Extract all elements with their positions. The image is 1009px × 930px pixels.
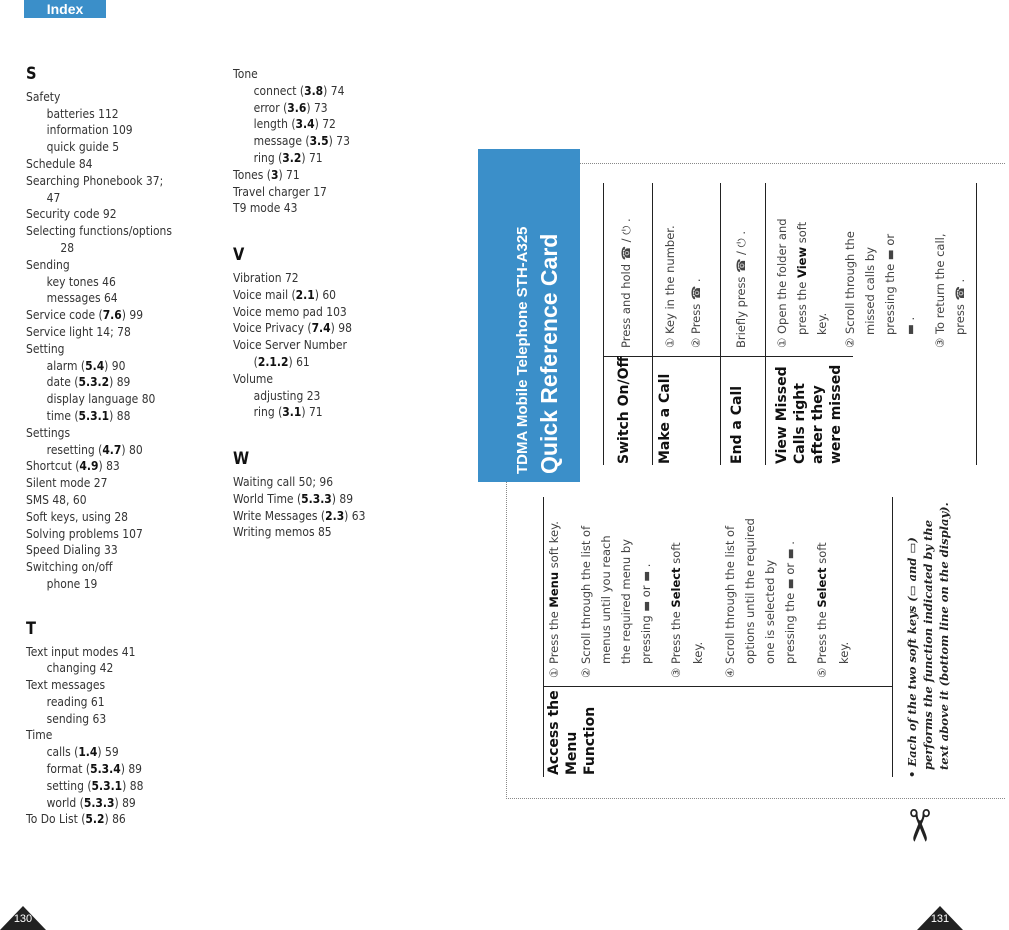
index-subentry: date (5.3.2) 89 [46,374,131,390]
table-divider [652,183,653,465]
index-entry: Service code (7.6) 99 [26,307,144,323]
row-label-switch: Switch On/Off [616,356,632,464]
index-entry: Voice mail (2.1) 60 [233,286,337,302]
index-entry: Security code 92 [26,206,117,222]
index-entry: Travel charger 17 [233,183,327,199]
index-subentry: message (3.5) 73 [253,133,350,149]
index-entry: Tones (3) 71 [233,166,300,182]
index-entry: Solving problems 107 [26,525,143,541]
row-step: one is selected by [763,559,777,664]
index-entry: Shortcut (4.9) 83 [26,458,120,474]
row-step: press ☎ . [953,278,967,335]
row-label-end-call: End a Call [729,385,745,464]
index-subentry: display language 80 [46,391,156,407]
index-entry: Time [26,727,53,743]
index-entry: Writing memos 85 [233,524,332,540]
index-entry: Safety [26,88,61,104]
section-heading-s: S [26,64,37,84]
index-continuation: 28 [60,239,75,255]
index-entry: Sending [26,256,70,272]
index-subentry: reading 61 [46,693,105,709]
row-step: Briefly press ☎ / ⏻ . [734,231,748,348]
row-step: pressing the ▬ or ▬ . [783,541,797,664]
table-divider [720,183,721,465]
row-step: menus until you reach [599,535,613,664]
section-heading-w: W [233,449,250,470]
index-entry: Voice memo pad 103 [233,303,347,319]
row-step: key. [837,641,851,664]
index-continuation: (2.1.2) 61 [253,353,310,369]
index-tab: Index [24,0,106,18]
row-step: key. [815,312,829,335]
page-number-left: 130 [13,913,33,925]
row-label-make-call: Make a Call [657,373,673,464]
index-subentry: format (5.3.4) 89 [46,761,143,777]
index-entry: Speed Dialing 33 [26,542,118,558]
index-entry: Voice Privacy (7.4) 98 [233,320,352,336]
index-subentry: sending 63 [46,710,107,726]
section-heading-v: V [233,245,245,266]
index-entry: Soft keys, using 28 [26,508,129,524]
index-subentry: information 109 [46,122,133,138]
index-subentry: alarm (5.4) 90 [46,357,126,373]
index-entry: SMS 48, 60 [26,491,87,507]
index-subentry: calls (1.4) 59 [46,744,119,760]
index-subentry: key tones 46 [46,273,116,289]
soft-key-note: performs the function indicated by the [921,519,935,770]
index-subentry: error (3.6) 73 [253,99,328,115]
scissors-icon: ✂ [893,807,943,844]
row-step: ④ Scroll through the list of [723,525,737,678]
row-step: ③ To return the call, [933,233,947,348]
index-entry: Vibration 72 [233,269,299,285]
row-step: ① Press the Menu soft key. [547,521,561,678]
index-subentry: length (3.4) 72 [253,116,336,132]
row-label-view-missed: Calls right [792,383,808,464]
index-subentry: messages 64 [46,290,118,306]
row-step: the required menu by [619,539,633,664]
index-entry: Tone [233,66,258,81]
index-subentry: changing 42 [46,660,114,676]
index-subentry: world (5.3.3) 89 [46,794,136,810]
index-entry: Schedule 84 [26,155,93,171]
table-divider [603,356,853,357]
index-subentry: adjusting 23 [253,387,321,403]
row-step: ② Scroll through the list of [579,525,593,678]
row-step: press the View soft [795,221,809,335]
index-column-left [26,66,172,828]
card-subtitle: TDMA Mobile Telephone STH-A325 [514,226,531,474]
row-step: missed calls by [863,247,877,335]
index-subentry: ring (3.2) 71 [253,149,323,165]
index-subentry: phone 19 [46,575,98,591]
row-step: pressing the ▬ or [883,233,897,335]
index-entry: Write Messages (2.3) 63 [233,507,366,523]
table-divider [603,183,604,465]
index-entry: Switching on/off [26,559,113,575]
row-label-view-missed: after they [810,385,826,464]
table-divider [765,183,766,465]
table-divider [543,686,893,687]
index-subentry: batteries 112 [46,105,119,121]
index-entry: World Time (5.3.3) 89 [233,490,354,506]
index-entry: Settings [26,424,71,440]
table-divider [892,497,893,777]
row-step: ① Open the folder and [775,218,789,348]
row-step: options until the required [743,518,757,664]
soft-key-note: • Each of the two soft keys (▭ and ▭) [905,537,919,778]
index-continuation: 47 [46,189,61,205]
row-step: ③ Press the Select soft [669,542,683,678]
index-subentry: connect (3.8) 74 [253,82,345,98]
row-label-access-menu: Function [582,706,598,775]
row-step: ⑤ Press the Select soft [815,542,829,678]
index-subentry: quick guide 5 [46,139,120,155]
index-column-right [233,66,365,541]
index-subentry: resetting (4.7) 80 [46,441,143,457]
index-entry: Service light 14; 78 [26,323,131,339]
index-entry: Setting [26,340,65,356]
index-entry: T9 mode 43 [233,200,298,216]
index-entry: Silent mode 27 [26,475,108,491]
index-entry: To Do List (5.2) 86 [26,811,126,827]
index-subentry: setting (5.3.1) 88 [46,777,144,793]
index-entry: Volume [233,370,273,386]
index-entry: Voice Server Number [233,337,347,353]
index-subentry: time (5.3.1) 88 [46,407,131,423]
index-entry: Text input modes 41 [26,643,136,659]
card-title: Quick Reference Card [536,233,562,474]
table-divider [543,497,544,777]
section-heading-t: T [26,618,36,639]
row-label-access-menu: Menu [564,731,580,775]
row-step: ② Press ☎ . [689,278,703,348]
row-step: ① Key in the number. [663,225,677,348]
index-entry: Text messages [26,677,106,693]
soft-key-note: text above it (bottom line on the display). [937,502,951,770]
row-step: key. [691,641,705,664]
page-number-right: 131 [930,913,950,925]
index-entry: Waiting call 50; 96 [233,473,334,489]
row-step: Press and hold ☎ / ⏻ . [619,218,633,348]
index-entry: Selecting functions/options [26,223,172,239]
row-step: pressing ▬ or ▬ . [639,563,653,664]
row-label-view-missed: View Missed [774,366,790,464]
index-entry: Searching Phonebook 37; [26,172,164,188]
row-step: ▬ . [903,316,917,335]
row-label-access-menu: Access the [546,690,562,775]
row-label-view-missed: were missed [828,364,844,464]
table-divider [976,183,977,465]
index-subentry: ring (3.1) 71 [253,404,323,420]
row-step: ② Scroll through the [843,231,857,348]
